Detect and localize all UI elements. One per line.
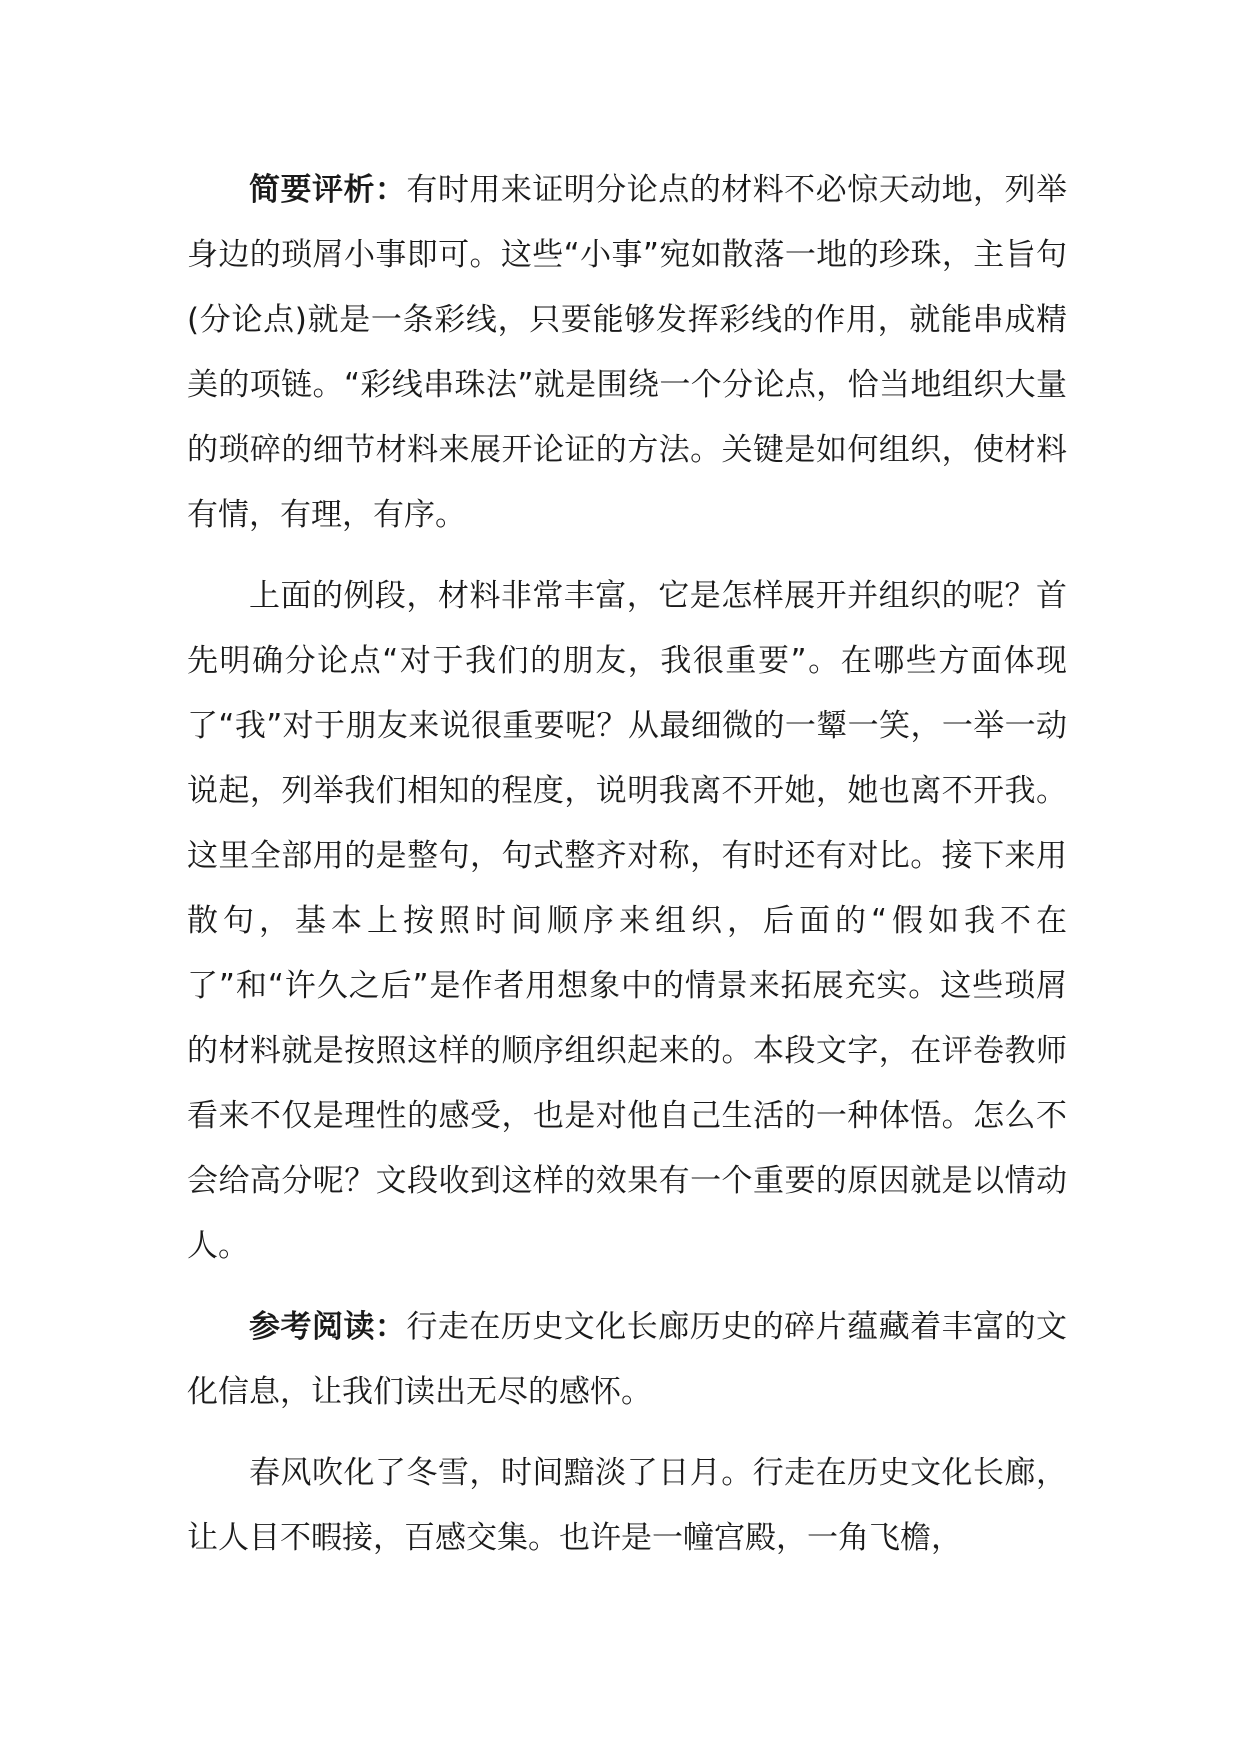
paragraph-brief-analysis	[187, 158, 1067, 548]
paragraph-label: 简要评析：	[249, 172, 407, 208]
paragraph-label: 参考阅读：	[249, 1309, 407, 1345]
paragraph-example-discussion	[187, 564, 1067, 1279]
paragraph-text: 上面的例段，材料非常丰富，它是怎样展开并组织的呢？首先明确分论点“对于我们的朋友，我很重要”。在哪些方面体现了“我”对于朋友来说很重要呢？从最细微的一颦一笑，一举一动说起，列举我们相知的程度，说明我离不开她，她也离不开我。这里全部用的是整句，句式整齐对称，有时还有对比。接下来用散句，基本上按照时间顺序来组织，后面的“假如我不在了”和“许久之后”是作者用想象中的情景来拓展充实。这些琐屑的材料就是按照这样的顺序组织起来的。本段文字，在评卷教师看来不仅是理性的感受，也是对他自己生活的一种体悟。怎么不会给高分呢？文段收到这样的效果有一个重要的原因就是以情动人。	[187, 578, 1067, 1264]
paragraph-text: 行走在历史文化长廊历史的碎片蕴藏着丰富的文化信息，让我们读出无尽的感怀。	[187, 1309, 1068, 1410]
paragraph-text: 春风吹化了冬雪，时间黯淡了日月。行走在历史文化长廊，让人目不暇接，百感交集。也许是一幢宫殿，一角飞檐，	[187, 1455, 1067, 1556]
paragraph-reference-reading	[187, 1295, 1067, 1425]
paragraph-spring-wind	[187, 1441, 1067, 1571]
paragraph-text: 有时用来证明分论点的材料不必惊天动地，列举身边的琐屑小事即可。这些“小事”宛如散落一地的珍珠，主旨句(分论点)就是一条彩线，只要能够发挥彩线的作用，就能串成精美的项链。“彩线串珠法”就是围绕一个分论点，恰当地组织大量的琐碎的细节材料来展开论证的方法。关键是如何组织，使材料有情，有理，有序。	[187, 172, 1068, 533]
document-body	[187, 158, 1067, 1587]
